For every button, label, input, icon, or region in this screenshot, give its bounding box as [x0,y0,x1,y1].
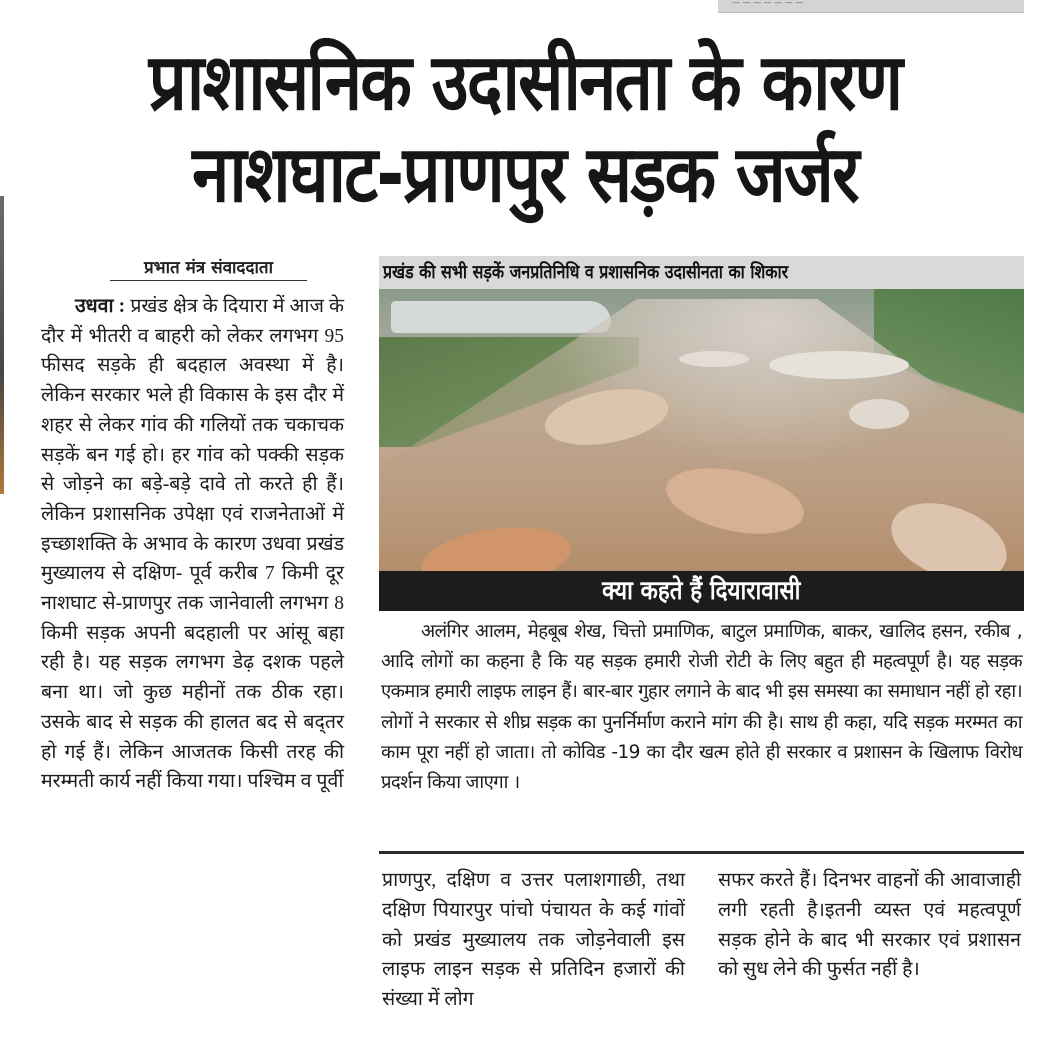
headline-line-2: नाशघाट-प्राणपुर सड़क जर्जर [192,130,858,220]
pond-water [391,301,611,333]
photo-block [379,256,1024,798]
pothole [769,351,909,379]
quote-box-title [379,571,1024,611]
byline: प्रभात मंत्र संवाददाता [110,258,307,281]
road-photo [379,289,1024,571]
quote-box-title-text: क्या कहते हैं दियारावासी [602,576,801,606]
top-strip-text: — — — — — — — [732,0,804,6]
headline-line-1: प्राशासनिक उदासीनता के कारण [148,38,902,128]
article-column-right [718,866,1021,985]
quote-paragraph: अलंगिर आलम, मेहबूब शेख, चित्तो प्रमाणिक, बाटुल प्रमाणिक, बाकर, खालिद हसन, रकीब , आदि लोगों का कहना है कि यह सड़क हमारी रोजी रोटी के लिए बहुत ही महत्वपूर्ण है। यह सड़क एकमात्र हमारी लाइफ लाइन हैं। बार-बार गुहार लगाने के बाद भी इस समस्या का समाधान नहीं हो रहा। लोगों ने सरकार से शीघ्र सड़क का पुनर्निर्माण कराने मांग की है। साथ ही कहा, यदि सड़क मरम्मत का काम पूरा नहीं हो जाता। तो कोविड -19 का दौर खत्म होते ही सरकार व प्रशासन के खिलाफ विरोध प्रदर्शन किया जाएगा । [381,621,1022,794]
quote-box-body [379,611,1024,798]
pothole [849,399,909,429]
top-strip [718,0,1024,13]
photo-caption [379,256,1024,289]
headline [74,38,977,223]
article-right-text: सफर करते हैं। दिनभर वाहनों की आवाजाही लगी रहती है।इतनी व्यस्त एवं महत्वपूर्ण सड़क होने के बाद भी सरकार एवं प्रशासन को सुध लेने की फुर्सत नहीं है। [718,870,1021,981]
adjacent-photo-edge [0,196,4,494]
pothole [679,351,749,367]
dateline: उधवा : [75,296,126,317]
article-middle-text: प्राणपुर, दक्षिण व उत्तर पलाशगाछी, तथा दक्षिण पियारपुर पांचो पंचायत के कई गांवों को प्रखंड मुख्यालय तक जोड़नेवाली इस लाइफ लाइन सड़क से प्रतिदिन हजारों की संख्या में लोग [382,870,685,1011]
article-column-left [41,292,344,797]
article-column-middle [382,866,685,1015]
photo-caption-text: प्रखंड की सभी सड़कें जनप्रतिनिधि व प्रशासनिक उदासीनता का शिकार [383,262,789,283]
article-left-text: प्रखंड क्षेत्र के दियारा में आज के दौर में भीतरी व बाहरी को लेकर लगभग 95 फीसद सड़के ही बदहाल अवस्था में है। लेकिन सरकार भले ही विकास के इस दौर में शहर से लेकर गांव की गलियों तक चकाचक सड़कें बन गई हो। हर गांव को पक्की सड़क से जोड़ने का बड़े-बड़े दावे तो करते ही हैं। लेकिन प्रशासनिक उपेक्षा एवं राजनेताओं में इच्छाशक्ति के अभाव के कारण उधवा प्रखंड मुख्यालय से दक्षिण- पूर्व करीब 7 किमी दूर नाशघाट से-प्राणपुर तक जानेवाली लगभग 8 किमी सड़क अपनी बदहाली पर आंसू बहा रही है। यह सड़क लगभग डेढ़ दशक पहले बना था। जो कुछ महीनों तक ठीक रहा। उसके बाद से सड़क की हालत बद से बद्तर हो गई हैं। लेकिन आजतक किसी तरह की मरम्मती कार्य नहीं किया गया। पश्चिम व पूर्वी [41,296,345,793]
article-paragraph [41,292,344,797]
section-divider [379,851,1024,854]
